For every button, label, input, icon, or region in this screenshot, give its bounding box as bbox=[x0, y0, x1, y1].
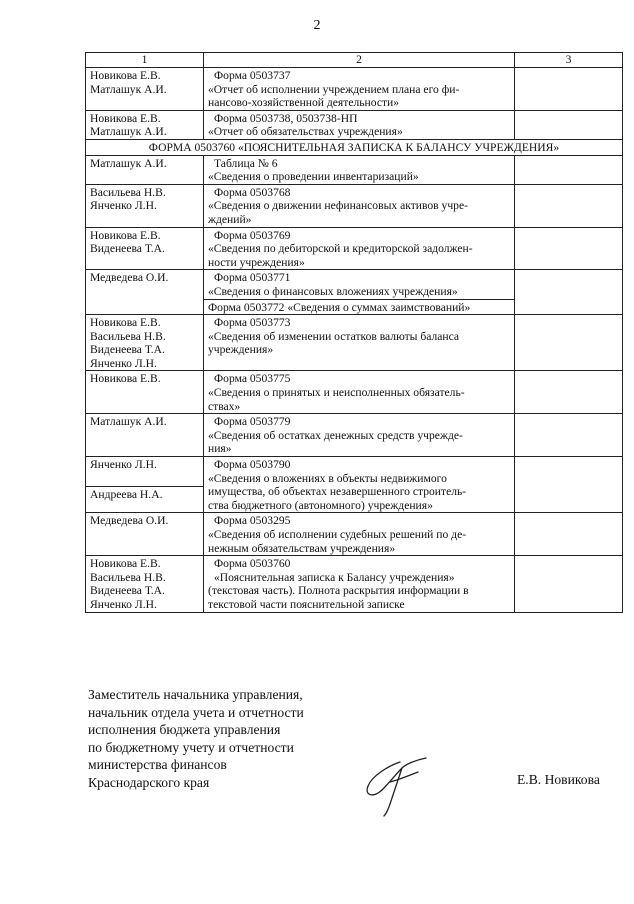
column-3-cell bbox=[515, 556, 623, 612]
table-row bbox=[86, 371, 623, 414]
form-title-line: «Сведения об изменении остатков валюты баланса bbox=[208, 329, 460, 343]
column-header-3: 3 bbox=[515, 53, 623, 68]
responsible-names bbox=[86, 457, 204, 487]
responsible-names bbox=[86, 414, 204, 457]
person-name: Виденеева Т.А. bbox=[90, 343, 165, 357]
form-code: Форма 0503775 bbox=[214, 372, 291, 386]
responsible-names bbox=[86, 556, 204, 612]
responsible-names bbox=[86, 227, 204, 270]
form-title-line: «Сведения об остатках денежных средств учрежде- bbox=[208, 428, 463, 442]
form-title-line: «Сведения по дебиторской и кредиторской задолжен- bbox=[208, 242, 473, 256]
column-3-cell bbox=[515, 68, 623, 111]
form-title-line: «Сведения о финансовых вложениях учреждения» bbox=[208, 284, 458, 298]
person-name: Новикова Е.В. bbox=[90, 69, 161, 82]
table-row bbox=[86, 414, 623, 457]
form-description bbox=[204, 457, 515, 513]
person-name: Новикова Е.В. bbox=[90, 111, 161, 125]
form-title-line: «Сведения о движении нефинансовых активов учре- bbox=[208, 199, 468, 213]
responsible-names bbox=[86, 487, 204, 513]
table-row bbox=[86, 556, 623, 612]
form-title-line: нансово-хозяйственной деятельности» bbox=[208, 96, 400, 110]
form-code: Форма 0503771 bbox=[214, 271, 291, 285]
responsible-names bbox=[86, 110, 204, 139]
form-code: Форма 0503737 bbox=[214, 69, 291, 82]
column-3-cell bbox=[515, 315, 623, 371]
form-title-line: «Сведения о вложениях в объекты недвижимого bbox=[208, 471, 447, 485]
person-name: Медведева О.И. bbox=[90, 271, 169, 285]
form-code: Форма 0503773 bbox=[214, 316, 291, 330]
form-code: Форма 0503769 bbox=[214, 228, 291, 242]
form-title-line: «Сведения об исполнении судебных решений по де- bbox=[208, 528, 467, 541]
form-title-line: нежным обязательствам учреждения» bbox=[208, 541, 396, 555]
responsible-names bbox=[86, 513, 204, 556]
table-row bbox=[86, 184, 623, 227]
table-row bbox=[86, 315, 623, 371]
responsible-names bbox=[86, 184, 204, 227]
form-description bbox=[204, 184, 515, 227]
form-code: Таблица № 6 bbox=[214, 156, 278, 170]
position-line: начальник отдела учета и отчетности bbox=[88, 704, 304, 720]
form-code: Форма 0503768 bbox=[214, 185, 291, 199]
form-title-line: имущества, об объектах незавершенного строитель- bbox=[208, 485, 467, 499]
page-number: 2 bbox=[313, 18, 321, 33]
column-3-cell bbox=[515, 184, 623, 227]
form-title-line: «Сведения о принятых и неисполненных обязатель- bbox=[208, 386, 465, 400]
form-description bbox=[204, 110, 515, 139]
person-name: Медведева О.И. bbox=[90, 514, 169, 528]
form-description bbox=[204, 227, 515, 270]
form-description bbox=[204, 270, 515, 299]
position-line: Краснодарского края bbox=[88, 774, 210, 790]
form-title-line: ности учреждения» bbox=[208, 255, 305, 269]
form-title-line: (текстовая часть). Полнота раскрытия информации в bbox=[208, 584, 469, 598]
person-name: Виденеева Т.А. bbox=[90, 242, 165, 256]
form-code: Форма 0503760 bbox=[214, 557, 291, 571]
table-row bbox=[86, 110, 623, 139]
form-code: Форма 0503790 bbox=[214, 458, 291, 472]
form-description bbox=[204, 414, 515, 457]
distribution-table bbox=[85, 52, 623, 613]
position-line: Заместитель начальника управления, bbox=[88, 687, 303, 702]
form-title-line: текстовой части пояснительной записке bbox=[208, 597, 405, 611]
column-header-2: 2 bbox=[204, 53, 515, 68]
table-row bbox=[86, 227, 623, 270]
person-name: Матлашук А.И. bbox=[90, 125, 167, 139]
column-3-cell bbox=[515, 457, 623, 513]
form-code: Форма 0503295 bbox=[214, 514, 291, 528]
column-header-1: 1 bbox=[86, 53, 204, 68]
person-name: Янченко Л.Н. bbox=[90, 597, 157, 611]
column-3-cell bbox=[515, 155, 623, 184]
person-name: Янченко Л.Н. bbox=[90, 458, 157, 472]
column-3-cell bbox=[515, 227, 623, 270]
form-description bbox=[204, 155, 515, 184]
form-code: Форма 0503738, 0503738-НП bbox=[214, 111, 358, 125]
form-description bbox=[204, 371, 515, 414]
person-name: Васильева Н.В. bbox=[90, 185, 166, 199]
person-name: Васильева Н.В. bbox=[90, 329, 166, 343]
section-row bbox=[86, 139, 623, 155]
form-description bbox=[204, 556, 515, 612]
responsible-names bbox=[86, 155, 204, 184]
position-line: исполнения бюджета управления bbox=[88, 722, 281, 738]
responsible-names bbox=[86, 270, 204, 315]
table-row bbox=[86, 68, 623, 111]
person-name: Новикова Е.В. bbox=[90, 228, 161, 242]
table-row bbox=[86, 457, 623, 487]
person-name: Матлашук А.И. bbox=[90, 156, 167, 170]
person-name: Новикова Е.В. bbox=[90, 372, 161, 386]
table-row bbox=[86, 270, 623, 299]
person-name: Янченко Л.Н. bbox=[90, 356, 157, 370]
form-description bbox=[204, 315, 515, 371]
header-row bbox=[86, 53, 623, 68]
person-name: Виденеева Т.А. bbox=[90, 584, 165, 598]
person-name: Янченко Л.Н. bbox=[90, 199, 157, 213]
signatory-position bbox=[88, 686, 304, 792]
form-title-line: «Отчет об исполнении учреждением плана его фи- bbox=[208, 82, 460, 96]
form-title-line: ния» bbox=[208, 442, 232, 456]
form-description bbox=[204, 299, 515, 315]
form-title-line: ждений» bbox=[208, 212, 252, 226]
responsible-names bbox=[86, 68, 204, 111]
section-heading: ФОРМА 0503760 «ПОЯСНИТЕЛЬНАЯ ЗАПИСКА К БАЛАНСУ УЧРЕЖДЕНИЯ» bbox=[86, 139, 623, 155]
form-description bbox=[204, 68, 515, 111]
column-3-cell bbox=[515, 110, 623, 139]
form-title-line: «Отчет об обязательствах учреждения» bbox=[208, 125, 403, 139]
form-title-line: ствах» bbox=[208, 399, 241, 413]
column-3-cell bbox=[515, 414, 623, 457]
handwritten-signature bbox=[360, 752, 440, 822]
position-line: по бюджетному учету и отчетности bbox=[88, 739, 294, 755]
form-title-line: учреждения» bbox=[208, 343, 274, 357]
person-name: Андреева Н.А. bbox=[90, 488, 163, 502]
person-name: Матлашук А.И. bbox=[90, 415, 167, 429]
table-row bbox=[86, 155, 623, 184]
person-name: Новикова Е.В. bbox=[90, 557, 161, 571]
column-3-cell bbox=[515, 371, 623, 414]
form-title-line: «Сведения о проведении инвентаризаций» bbox=[208, 170, 419, 184]
form-title-line: Форма 0503772 «Сведения о суммах заимствований» bbox=[208, 300, 471, 314]
person-name: Васильева Н.В. bbox=[90, 570, 166, 584]
table-row bbox=[86, 513, 623, 556]
signer-name: Е.В. Новикова bbox=[517, 772, 600, 787]
person-name: Матлашук А.И. bbox=[90, 82, 167, 96]
form-code: Форма 0503779 bbox=[214, 415, 291, 429]
form-title-line: ства бюджетного (автономного) учреждения» bbox=[208, 498, 433, 512]
responsible-names bbox=[86, 371, 204, 414]
form-description bbox=[204, 513, 515, 556]
person-name: Новикова Е.В. bbox=[90, 316, 161, 330]
position-line: министерства финансов bbox=[88, 757, 227, 773]
responsible-names bbox=[86, 315, 204, 371]
form-title-line: «Пояснительная записка к Балансу учреждения» bbox=[214, 570, 455, 584]
column-3-cell bbox=[515, 513, 623, 556]
column-3-cell bbox=[515, 270, 623, 315]
